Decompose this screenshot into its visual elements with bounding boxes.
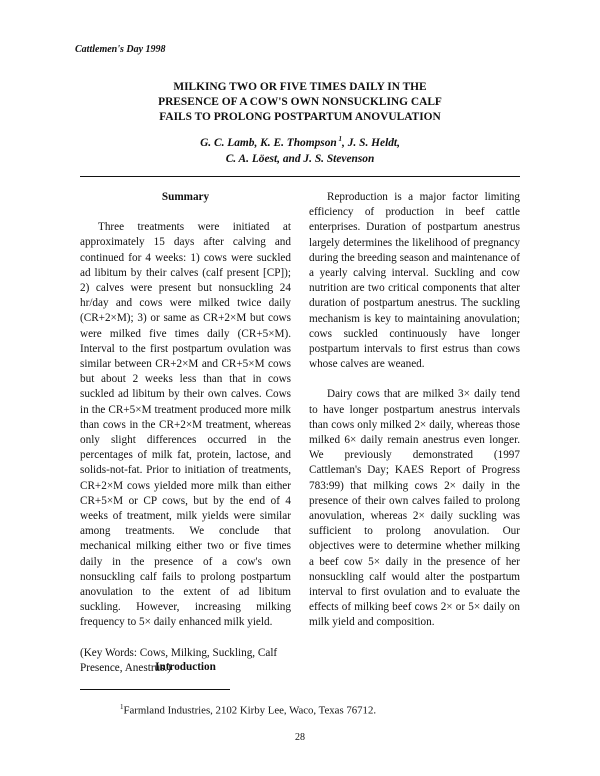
intro-paragraph-1: Reproduction is a major factor limiting efficiency of production in beef cattle enterprises. Duration of postpartum anestrus largely determines the likelihood of pregnancy during the breeding season and maintenance of a yearly calving interval. Suckling and cow nutrition are two critical components that alter duration of postpartum anestrus. The suckling mechanism is key to maintaining anovulation; cows suckled continuously have longer postpartum intervals to first estrus than cows whose calves are weaned. — [309, 191, 520, 371]
footnote-marker: 1 — [120, 703, 124, 711]
title-line-2: PRESENCE OF A COW'S OWN NONSUCKLING CALF — [158, 96, 442, 108]
author-footnote-marker: 1 — [338, 135, 343, 143]
title-line-3: FAILS TO PROLONG POSTPARTUM ANOVULATION — [159, 111, 441, 123]
running-header: Cattlemen's Day 1998 — [75, 44, 166, 55]
summary-heading: Summary — [161, 191, 210, 203]
intro-paragraph-2: Dairy cows that are milked 3× daily tend to have longer postpartum anestrus intervals than cows only milked 2× daily, whereas those milked 6× daily remain anestrus even longer. We previously demonstrated (1997 Cattleman's Day; KAES Report of Progress 783:99) that milking cows 2× daily in the presence of their own calves failed to prolong anovulation, whereas 2× daily suckling was sufficient to prolong anovulation. Our objectives were to determine whether milking a beef cow 5× daily in the presence of her nonsuckling calf would alter the postpartum interval to first ovulation and to evaluate the effects of milking beef cows 2× or 5× daily on milk yield and composition. — [309, 388, 520, 629]
author-line-1 — [75, 131, 525, 151]
introduction-heading: Introduction — [155, 661, 216, 673]
left-column — [80, 190, 291, 676]
paper-title — [75, 80, 525, 125]
authors-primary-rest: , J. S. Heldt, — [342, 136, 400, 149]
header-divider — [80, 176, 520, 177]
title-line-1: MILKING TWO OR FIVE TIMES DAILY IN THE — [173, 81, 427, 93]
footnote — [120, 703, 376, 717]
footnote-divider — [80, 689, 230, 690]
summary-paragraph: Three treatments were initiated at approximately 15 days after calving and continued for 4 weeks: 1) cows were suckled ad libitum by their calves (calf present [CP]); 2) calves were present but nonsuckling 24 hr/day and cows were milked twice daily (CR+2×M); 3) or same as CR+2×M but cows were milked five times daily (CR+5×M). Interval to the first postpartum ovulation was similar between CR+2×M and CR+5×M cows but about 2 weeks less than that in cows suckled ad libitum by their own calves. Cows in the CR+5×M treatment produced more milk than cows in the CR+2×M treatment, whereas only slight differences occurred in the percentages of milk fat, protein, lactose, and solids-not-fat. Prior to initiation of treatments, CR+2×M cows yielded more milk than either CR+5×M or CP cows, but by the end of 4 weeks of treatment, milk yields were similar among treatments. We conclude that mechanical milking either two or five times daily in the presence of a cow's own nonsuckling calf fails to prolong postpartum anovulation to the extent of ad libitum suckling. However, increasing milking frequency to 5× daily enhanced milk yield. — [80, 221, 291, 629]
page-number: 28 — [295, 732, 305, 743]
keywords: (Key Words: Cows, Milking, Suckling, Calf Presence, Anestrus.) — [80, 646, 278, 674]
author-line-2: C. A. Löest, and J. S. Stevenson — [225, 152, 375, 165]
author-list — [75, 131, 525, 167]
footnote-text: Farmland Industries, 2102 Kirby Lee, Waco, Texas 76712. — [123, 704, 377, 717]
authors-primary: G. C. Lamb, K. E. Thompson — [200, 136, 337, 149]
right-column — [309, 190, 520, 631]
